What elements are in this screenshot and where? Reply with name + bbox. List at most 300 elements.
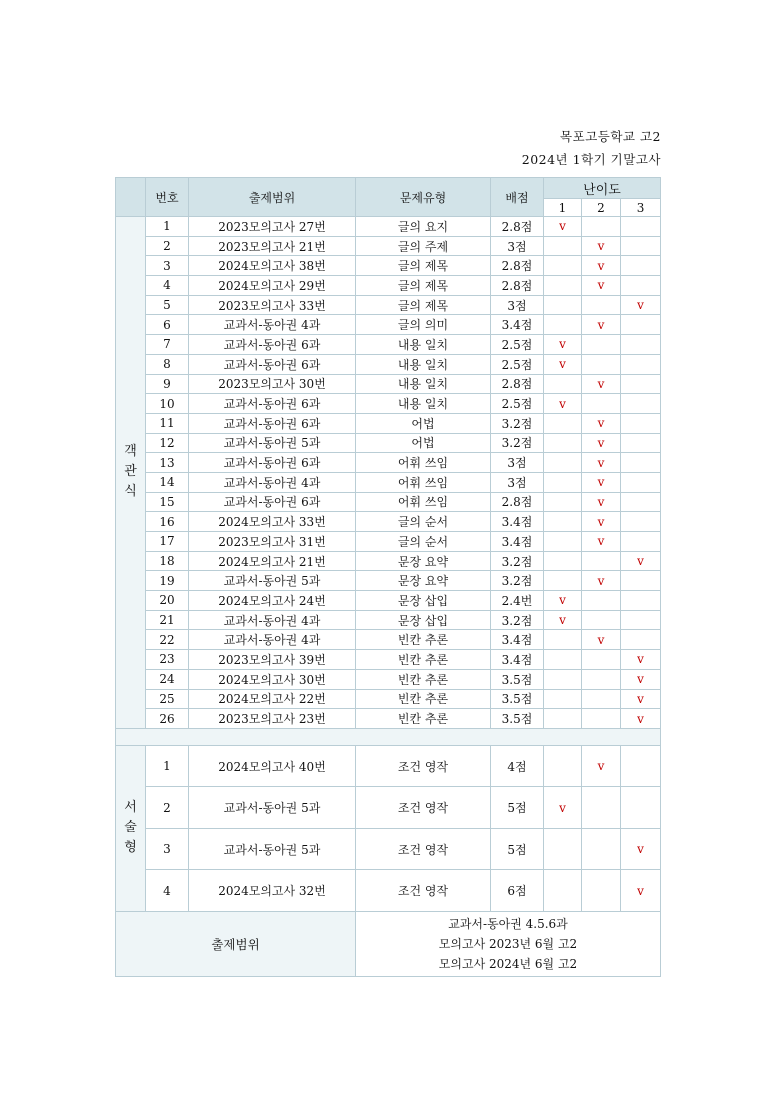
question-scope: 교과서-동아권 5과 [189,828,356,870]
question-type: 글의 요지 [356,217,491,237]
difficulty-cell [544,591,582,611]
question-type: 문장 삽입 [356,591,491,611]
question-scope: 교과서-동아권 4과 [189,630,356,650]
question-type: 빈칸 추론 [356,630,491,650]
col-points-header: 배점 [491,178,544,217]
difficulty-cell [582,354,621,374]
difficulty-cell [582,472,621,492]
question-type: 조건 영작 [356,828,491,870]
subjective-row [116,787,661,829]
difficulty-cell [621,669,661,689]
difficulty-cell [544,394,582,414]
question-type: 글의 순서 [356,512,491,532]
difficulty-cell [582,610,621,630]
question-scope: 교과서-동아권 6과 [189,492,356,512]
difficulty-cell [621,551,661,571]
question-points: 2.8점 [491,217,544,237]
difficulty-cell [582,689,621,709]
difficulty-cell [544,354,582,374]
objective-label-char: 식 [124,484,137,500]
question-scope: 2023모의고사 27번 [189,217,356,237]
question-number: 7 [146,335,189,355]
question-scope: 2023모의고사 21번 [189,236,356,256]
question-number: 22 [146,630,189,650]
difficulty-cell [544,453,582,473]
question-type: 문장 삽입 [356,610,491,630]
objective-row [116,689,661,709]
subjective-label-char: 형 [124,840,137,856]
difficulty-cell [621,650,661,670]
objective-row [116,709,661,729]
question-points: 3.4점 [491,532,544,552]
question-type: 어휘 쓰임 [356,472,491,492]
difficulty-check-mark: v [637,842,644,857]
objective-row [116,276,661,296]
objective-row [116,413,661,433]
question-type: 조건 영작 [356,787,491,829]
question-scope: 교과서-동아권 4과 [189,472,356,492]
difficulty-cell [582,870,621,912]
question-type: 글의 주제 [356,236,491,256]
difficulty-check-mark: v [597,376,605,391]
objective-row [116,591,661,611]
difficulty-cell [582,787,621,829]
subjective-row [116,745,661,787]
difficulty-check-mark: v [597,573,605,588]
question-points: 5점 [491,828,544,870]
question-scope: 교과서-동아권 5과 [189,571,356,591]
difficulty-cell [621,394,661,414]
question-scope: 2024모의고사 40번 [189,745,356,787]
difficulty-cell [582,709,621,729]
difficulty-cell [621,492,661,512]
question-points: 2.4번 [491,591,544,611]
difficulty-cell [621,571,661,591]
col-difficulty-header: 난이도 [544,178,661,199]
difficulty-cell [544,571,582,591]
question-scope: 2024모의고사 38번 [189,256,356,276]
difficulty-check-mark: v [597,239,605,254]
question-points: 3점 [491,236,544,256]
footer-label: 출제범위 [116,911,356,976]
footer-line: 모의고사 2024년 6월 고2 [438,956,578,971]
question-number: 9 [146,374,189,394]
col-type-header: 문제유형 [356,178,491,217]
difficulty-cell [582,512,621,532]
difficulty-cell [621,828,661,870]
question-points: 2.8점 [491,276,544,296]
footer-line: 교과서-동아권 4.5.6과 [448,916,568,931]
exam-title: 2024년 1학기 기말고사 [521,152,661,167]
difficulty-cell [544,433,582,453]
objective-row [116,236,661,256]
footer-scope-list [356,911,661,976]
difficulty-cell [544,512,582,532]
difficulty-cell [582,453,621,473]
question-type: 내용 일치 [356,374,491,394]
question-points: 3.4점 [491,315,544,335]
question-scope: 교과서-동아권 5과 [189,433,356,453]
question-points: 2.8점 [491,374,544,394]
subjective-row [116,828,661,870]
objective-row [116,551,661,571]
difficulty-cell [544,745,582,787]
difficulty-cell [621,512,661,532]
subjective-group-label [116,745,146,911]
difficulty-cell [544,217,582,237]
difficulty-cell [582,315,621,335]
question-number: 12 [146,433,189,453]
question-number: 6 [146,315,189,335]
question-number: 24 [146,669,189,689]
difficulty-check-mark: v [637,691,644,706]
objective-row [116,335,661,355]
question-number: 5 [146,295,189,315]
difficulty-cell [544,295,582,315]
objective-row [116,374,661,394]
difficulty-cell [582,295,621,315]
difficulty-cell [544,335,582,355]
exam-table [115,177,661,977]
difficulty-cell [582,745,621,787]
difficulty-check-mark: v [637,883,644,898]
question-number: 13 [146,453,189,473]
objective-row [116,512,661,532]
difficulty-cell [582,630,621,650]
difficulty-check-mark: v [597,514,605,529]
question-type: 어휘 쓰임 [356,492,491,512]
question-scope: 2023모의고사 30번 [189,374,356,394]
question-type: 빈칸 추론 [356,669,491,689]
question-number: 19 [146,571,189,591]
question-number: 23 [146,650,189,670]
question-type: 글의 제목 [356,256,491,276]
level-3-header: 3 [621,199,661,217]
objective-row [116,394,661,414]
difficulty-cell [621,256,661,276]
difficulty-cell [621,787,661,829]
difficulty-cell [621,630,661,650]
level-1-header: 1 [544,199,582,217]
objective-row [116,295,661,315]
difficulty-cell [621,745,661,787]
difficulty-cell [544,276,582,296]
question-type: 어법 [356,433,491,453]
difficulty-cell [544,413,582,433]
objective-row [116,354,661,374]
difficulty-cell [544,669,582,689]
difficulty-cell [544,828,582,870]
objective-row [116,217,661,237]
difficulty-cell [621,591,661,611]
objective-row [116,315,661,335]
difficulty-check-mark: v [637,298,644,313]
difficulty-check-mark: v [637,672,644,687]
difficulty-cell [621,315,661,335]
question-type: 글의 순서 [356,532,491,552]
question-points: 3.4점 [491,512,544,532]
question-scope: 2024모의고사 33번 [189,512,356,532]
question-type: 어법 [356,413,491,433]
question-scope: 교과서-동아권 4과 [189,315,356,335]
question-scope: 2023모의고사 33번 [189,295,356,315]
difficulty-cell [621,472,661,492]
question-points: 3점 [491,453,544,473]
question-number: 11 [146,413,189,433]
question-number: 18 [146,551,189,571]
question-scope: 교과서-동아권 6과 [189,394,356,414]
difficulty-cell [582,217,621,237]
difficulty-cell [544,610,582,630]
difficulty-cell [621,610,661,630]
difficulty-cell [621,709,661,729]
difficulty-check-mark: v [597,632,605,647]
difficulty-cell [582,335,621,355]
question-scope: 교과서-동아권 5과 [189,787,356,829]
difficulty-cell [582,433,621,453]
question-scope: 2023모의고사 23번 [189,709,356,729]
difficulty-cell [621,433,661,453]
header-row [116,178,661,199]
question-scope: 2024모의고사 32번 [189,870,356,912]
difficulty-cell [544,551,582,571]
difficulty-cell [582,413,621,433]
question-scope: 2024모의고사 30번 [189,669,356,689]
question-points: 2.5점 [491,335,544,355]
difficulty-cell [544,787,582,829]
objective-group-label [116,217,146,729]
question-type: 문장 요약 [356,551,491,571]
question-type: 빈칸 추론 [356,709,491,729]
question-number: 2 [146,787,189,829]
footer-line: 모의고사 2023년 6월 고2 [438,936,578,951]
subjective-section [116,745,661,911]
question-scope: 교과서-동아권 6과 [189,413,356,433]
difficulty-cell [582,571,621,591]
question-number: 21 [146,610,189,630]
subjective-label-char: 서 [124,800,137,816]
question-points: 3.4점 [491,650,544,670]
difficulty-cell [621,236,661,256]
objective-row [116,472,661,492]
difficulty-check-mark: v [559,396,566,411]
difficulty-cell [621,217,661,237]
question-points: 2.5점 [491,354,544,374]
question-type: 빈칸 추론 [356,650,491,670]
question-points: 2.8점 [491,256,544,276]
question-scope: 2024모의고사 21번 [189,551,356,571]
difficulty-cell [544,374,582,394]
difficulty-cell [621,335,661,355]
difficulty-check-mark: v [597,759,605,774]
question-number: 3 [146,256,189,276]
school-name: 목포고등학교 고2 [560,129,661,144]
difficulty-cell [582,669,621,689]
question-scope: 교과서-동아권 6과 [189,335,356,355]
difficulty-check-mark: v [637,711,644,726]
difficulty-check-mark: v [597,435,605,450]
difficulty-check-mark: v [597,416,605,431]
difficulty-cell [544,630,582,650]
difficulty-cell [621,413,661,433]
difficulty-cell [544,492,582,512]
question-scope: 2023모의고사 31번 [189,532,356,552]
difficulty-cell [621,453,661,473]
difficulty-check-mark: v [597,494,605,509]
difficulty-cell [544,256,582,276]
difficulty-cell [621,354,661,374]
question-type: 내용 일치 [356,394,491,414]
question-number: 4 [146,870,189,912]
question-type: 문장 요약 [356,571,491,591]
difficulty-cell [544,650,582,670]
subjective-row [116,870,661,912]
difficulty-check-mark: v [597,534,605,549]
difficulty-cell [582,591,621,611]
objective-row [116,453,661,473]
col-scope-header: 출제범위 [189,178,356,217]
question-points: 3점 [491,295,544,315]
difficulty-cell [582,256,621,276]
question-points: 3.2점 [491,433,544,453]
col-number-header: 번호 [146,178,189,217]
question-points: 3.5점 [491,669,544,689]
question-points: 3.2점 [491,413,544,433]
question-points: 5점 [491,787,544,829]
question-scope: 교과서-동아권 6과 [189,453,356,473]
objective-label-char: 객 [124,444,137,460]
difficulty-cell [621,870,661,912]
question-number: 3 [146,828,189,870]
question-number: 17 [146,532,189,552]
difficulty-cell [544,315,582,335]
difficulty-cell [544,472,582,492]
question-type: 글의 제목 [356,276,491,296]
difficulty-cell [621,276,661,296]
difficulty-cell [621,689,661,709]
question-scope: 교과서-동아권 4과 [189,610,356,630]
question-number: 1 [146,745,189,787]
difficulty-check-mark: v [559,219,566,234]
difficulty-check-mark: v [559,337,566,352]
question-points: 3.2점 [491,610,544,630]
difficulty-cell [544,870,582,912]
question-points: 3.4점 [491,630,544,650]
difficulty-cell [582,276,621,296]
question-number: 20 [146,591,189,611]
difficulty-cell [544,709,582,729]
footer-row [116,911,661,976]
difficulty-check-mark: v [597,278,605,293]
difficulty-cell [544,532,582,552]
corner-cell [116,178,146,217]
question-type: 빈칸 추론 [356,689,491,709]
difficulty-check-mark: v [559,613,566,628]
question-number: 2 [146,236,189,256]
question-points: 3점 [491,472,544,492]
objective-label-char: 관 [124,464,137,480]
difficulty-cell [582,650,621,670]
objective-row [116,650,661,670]
question-type: 글의 제목 [356,295,491,315]
difficulty-cell [582,374,621,394]
question-number: 15 [146,492,189,512]
question-scope: 교과서-동아권 6과 [189,354,356,374]
objective-row [116,571,661,591]
question-points: 2.5점 [491,394,544,414]
question-type: 조건 영작 [356,870,491,912]
question-points: 3.2점 [491,551,544,571]
difficulty-cell [544,689,582,709]
difficulty-check-mark: v [559,800,566,815]
question-type: 조건 영작 [356,745,491,787]
difficulty-cell [582,551,621,571]
subjective-label-char: 술 [124,820,137,836]
question-type: 어휘 쓰임 [356,453,491,473]
objective-row [116,492,661,512]
difficulty-check-mark: v [597,475,605,490]
question-type: 글의 의미 [356,315,491,335]
level-2-header: 2 [582,199,621,217]
question-number: 26 [146,709,189,729]
question-points: 4점 [491,745,544,787]
difficulty-cell [544,236,582,256]
difficulty-check-mark: v [597,455,605,470]
objective-section [116,217,661,729]
question-number: 14 [146,472,189,492]
question-number: 10 [146,394,189,414]
difficulty-cell [582,828,621,870]
question-scope: 2024모의고사 29번 [189,276,356,296]
question-points: 3.5점 [491,689,544,709]
question-scope: 2023모의고사 39번 [189,650,356,670]
difficulty-cell [582,492,621,512]
difficulty-check-mark: v [559,357,566,372]
question-number: 1 [146,217,189,237]
section-separator [116,728,661,745]
question-number: 16 [146,512,189,532]
difficulty-cell [621,532,661,552]
question-number: 25 [146,689,189,709]
difficulty-check-mark: v [637,554,644,569]
question-type: 내용 일치 [356,335,491,355]
objective-row [116,256,661,276]
question-scope: 2024모의고사 22번 [189,689,356,709]
difficulty-cell [582,532,621,552]
question-points: 6점 [491,870,544,912]
difficulty-cell [621,374,661,394]
difficulty-check-mark: v [597,258,605,273]
difficulty-check-mark: v [559,593,566,608]
objective-row [116,610,661,630]
difficulty-cell [582,236,621,256]
question-points: 2.8점 [491,492,544,512]
objective-row [116,630,661,650]
question-points: 3.2점 [491,571,544,591]
question-number: 4 [146,276,189,296]
difficulty-cell [582,394,621,414]
question-scope: 2024모의고사 24번 [189,591,356,611]
question-number: 8 [146,354,189,374]
question-type: 내용 일치 [356,354,491,374]
objective-row [116,433,661,453]
objective-row [116,669,661,689]
difficulty-cell [621,295,661,315]
difficulty-check-mark: v [597,317,605,332]
objective-row [116,532,661,552]
question-points: 3.5점 [491,709,544,729]
difficulty-check-mark: v [637,652,644,667]
